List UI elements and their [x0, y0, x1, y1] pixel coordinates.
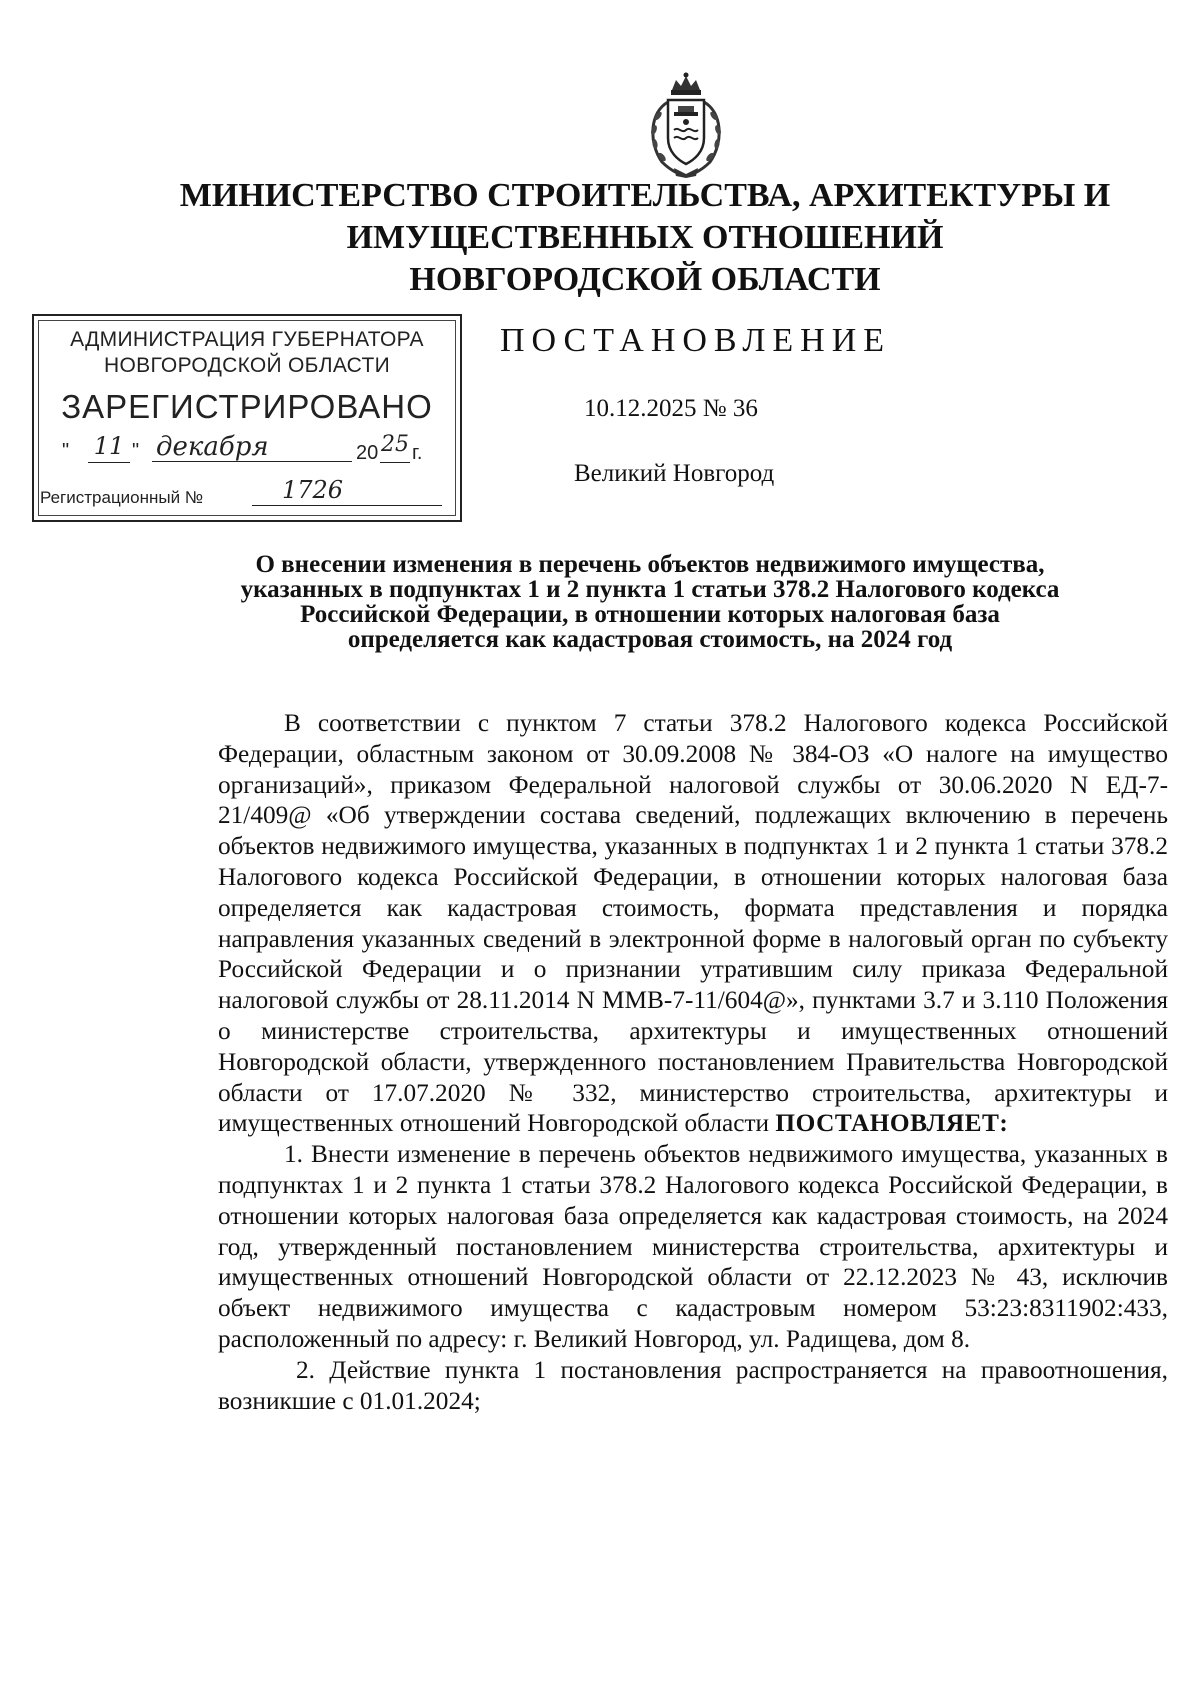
item-2-paragraph: 2. Действие пункта 1 постановления распространяется на правоотношения, возникшие с 01.01.2024; [218, 1355, 1168, 1415]
stamp-year-prefix: 20 [356, 442, 379, 464]
document-title [150, 552, 1150, 652]
document-body [218, 708, 1168, 1416]
stamp-line-2: НОВГОРОДСКОЙ ОБЛАСТИ [104, 354, 390, 377]
ministry-line: НОВГОРОДСКОЙ ОБЛАСТИ [409, 261, 881, 298]
title-line: определяется как кадастровая стоимость, на 2024 год [347, 626, 953, 653]
preamble-paragraph [218, 708, 1168, 1139]
document-date-number: 10.12.2025 № 36 [584, 395, 758, 422]
decree-word: ПОСТАНОВЛЯЕТ: [775, 1109, 1009, 1138]
ministry-line: ИМУЩЕСТВЕННЫХ ОТНОШЕНИЙ [346, 219, 944, 256]
title-line: О внесении изменения в перечень объектов недвижимого имущества, [255, 551, 1045, 578]
stamp-quote-close: " [132, 440, 140, 462]
stamp-reg-line [40, 478, 450, 512]
ministry-line: МИНИСТЕРСТВО СТРОИТЕЛЬСТВА, АРХИТЕКТУРЫ И [179, 177, 1111, 214]
stamp-quote-open: " [62, 440, 70, 462]
stamp-date-line [62, 432, 442, 470]
stamp-year-suffix: 25 [380, 432, 410, 463]
document-city: Великий Новгород [574, 460, 775, 487]
document-type: ПОСТАНОВЛЕНИЕ [500, 322, 892, 359]
coat-of-arms-icon [638, 72, 734, 180]
stamp-year-unit: г. [412, 442, 423, 464]
stamp-month: декабря [152, 432, 352, 462]
stamp-status: ЗАРЕГИСТРИРОВАНО [61, 388, 433, 425]
preamble-text: В соответствии с пунктом 7 статьи 378.2 Налогового кодекса Российской Федерации, областным законом от 30.09.2008 № 384-ОЗ «О налоге на имущество организаций», приказом Федеральной налоговой службы от 30.06.2020 N ЕД-7-21/409@ «Об утверждении состава сведений, подлежащих включению в перечень объектов недвижимого имущества, указанных в подпунктах 1 и 2 пункта 1 статьи 378.2 Налогового кодекса Российской Федерации, в отношении которых налоговая база определяется как кадастровая стоимость, формата представления и порядка направления указанных сведений в электронной форме в налоговый орган по субъекту Российской Федерации и о признании утратившим силу приказа Федеральной налоговой службы от 28.11.2014 N ММВ-7-11/604@», пунктами 3.7 и 3.110 Положения о министерстве строительства, архитектуры и имущественных отношений Новгородской области, утвержденного постановлением Правительства Новгородской области от 17.07.2020 № 332, министерство строительства, архитектуры и имущественных отношений Новгородской области [218, 709, 1168, 1138]
item-1-paragraph: 1. Внести изменение в перечень объектов недвижимого имущества, указанных в подпунктах 1 и 2 пункта 1 статьи 378.2 Налогового кодекса Российской Федерации, в отношении которых налоговая база определяется как кадастровая стоимость, на 2024 год, утвержденный постановлением министерства строительства, архитектуры и имущественных отношений Новгородской области от 22.12.2023 № 43, исключив объект недвижимого имущества с кадастровым номером 53:23:8311902:433, расположенный по адресу: г. Великий Новгород, ул. Радищева, дом 8. [218, 1140, 1168, 1353]
ministry-heading [150, 175, 1140, 301]
registration-stamp [32, 314, 462, 522]
title-line: указанных в подпунктах 1 и 2 пункта 1 статьи 378.2 Налогового кодекса [240, 576, 1060, 603]
stamp-day: 11 [88, 432, 130, 463]
stamp-reg-label: Регистрационный № [40, 488, 204, 507]
stamp-reg-number: 1726 [252, 476, 442, 506]
title-line: Российской Федерации, в отношении которых налоговая база [300, 601, 1000, 628]
stamp-line-1: АДМИНИСТРАЦИЯ ГУБЕРНАТОРА [70, 328, 424, 351]
